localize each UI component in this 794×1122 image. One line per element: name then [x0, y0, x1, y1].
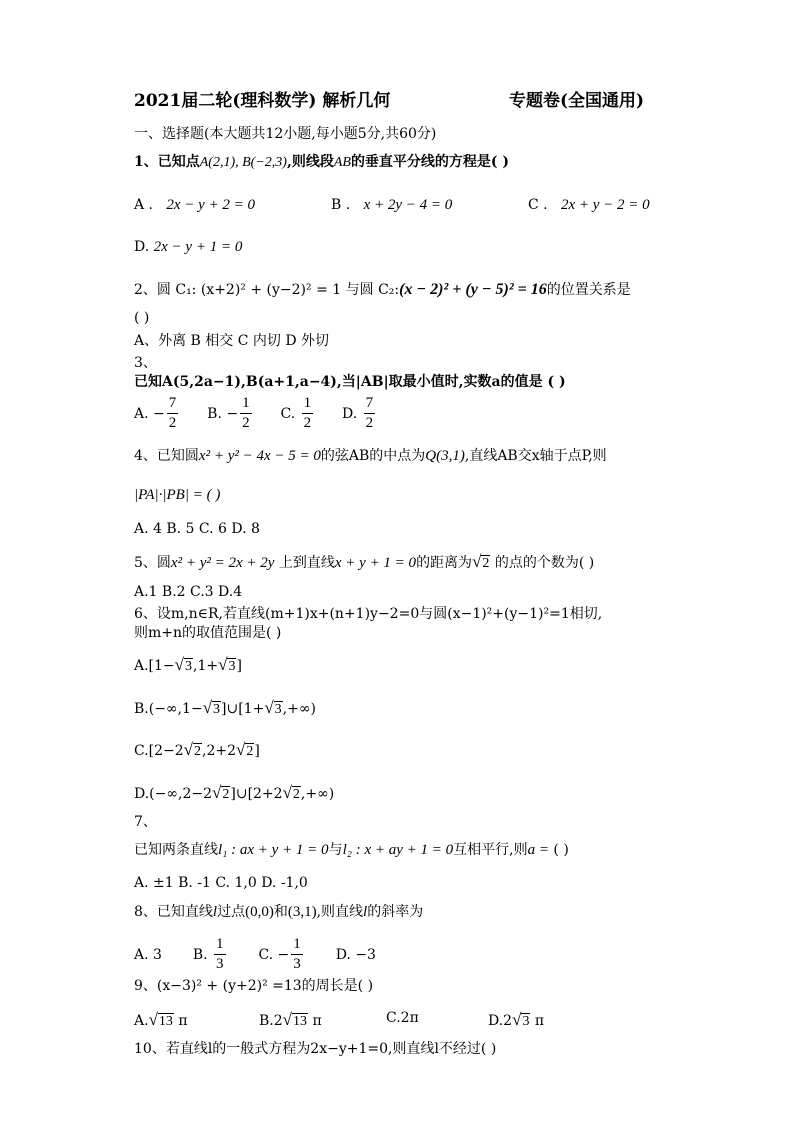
- question-2-stem: 2、圆 C₁: (x+2)² + (y−2)² = 1 与圆 C₂:(x − 2)² + (y − 5)² = 16的位置关系是: [134, 281, 631, 298]
- question-2-paren: ( ): [134, 310, 150, 326]
- question-10-stem: 10、若直线l的一般式方程为2x−y+1=0,则直线l不经过( ): [134, 1041, 497, 1057]
- question-4-options: A. 4 B. 5 C. 6 D. 8: [134, 521, 260, 537]
- question-4-stem: 4、已知圆x² + y² − 4x − 5 = 0的弦AB的中点为Q(3,1),直线AB交x轴于点P,则: [134, 448, 607, 464]
- question-8-stem: 8、已知直线l过点(0,0)和(3,1),则直线l的斜率为: [134, 904, 424, 920]
- question-3-stem: 已知A(5,2a−1),B(a+1,a−4),当|AB|取最小值时,实数a的值是 ( ): [134, 374, 566, 390]
- question-4-line2: |PA|·|PB| = ( ): [134, 487, 221, 503]
- question-8-options: [134, 937, 376, 973]
- sqrt-symbol: √2: [472, 552, 490, 571]
- question-5-options: A.1 B.2 C.3 D.4: [134, 584, 243, 600]
- question-3-option-c: C. $\frac{1}{2}$: [280, 395, 312, 431]
- question-9-option-c: C.2π: [386, 1010, 419, 1026]
- question-8-option-c: C. − $\frac{1}{3}$: [258, 936, 301, 972]
- question-8-option-b: B. $\frac{1}{3}$: [192, 936, 224, 972]
- question-9-stem: 9、(x−3)² + (y+2)² =13的周长是( ): [134, 978, 374, 994]
- question-9-option-d: D.2√3 π: [488, 1010, 545, 1029]
- question-3-number: 3、: [134, 355, 157, 371]
- question-3-option-d: D. $\frac{7}{2}$: [342, 395, 374, 431]
- question-6-option-d: D.(−∞,2−2√2]∪[2+2√2,+∞): [134, 783, 335, 802]
- question-7-options: A. ±1 B. -1 C. 1,0 D. -1,0: [134, 875, 308, 891]
- question-1-option-b: B . x + 2y − 4 = 0: [331, 197, 453, 213]
- question-6-option-c: C.[2−2√2,2+2√2]: [134, 740, 260, 759]
- question-1-option-a: A . 2x − y + 2 = 0: [134, 197, 256, 213]
- question-1-option-d: D. 2x − y + 1 = 0: [134, 239, 243, 255]
- question-3-options: [134, 396, 377, 432]
- page-title: 2021届二轮(理科数学) 解析几何: [134, 91, 391, 111]
- question-1-option-c: C . 2x + y − 2 = 0: [528, 197, 650, 213]
- section-heading: 一、选择题(本大题共12小题,每小题5分,共60分): [134, 126, 437, 142]
- question-2-options: A、外离 B 相交 C 内切 D 外切: [134, 333, 330, 349]
- question-7-stem: 已知两条直线l₁ : ax + y + 1 = 0与l₂ : x + ay + 1 = 0互相平行,则a = ( ): [134, 842, 569, 858]
- question-3-option-a: A. − $\frac{7}{2}$: [134, 395, 177, 431]
- question-6-option-b: B.(−∞,1−√3]∪[1+√3,+∞): [134, 698, 316, 717]
- page-subtitle: 专题卷(全国通用): [509, 91, 645, 111]
- question-5-stem: 5、圆x² + y² = 2x + 2y 上到直线x + y + 1 = 0的距离为√2 的点的个数为( ): [134, 552, 595, 571]
- question-8-option-a: A. 3: [134, 946, 162, 963]
- question-6-line1: 6、设m,n∈R,若直线(m+1)x+(n+1)y−2=0与圆(x−1)²+(y−1)²=1相切,: [134, 606, 603, 622]
- question-9-option-b: B.2√13 π: [259, 1010, 322, 1029]
- question-6-option-a: A.[1−√3,1+√3]: [134, 655, 242, 674]
- question-6-line2: 则m+n的取值范围是( ): [134, 625, 282, 641]
- question-3-option-b: B. − $\frac{1}{2}$: [207, 395, 250, 431]
- question-7-number: 7、: [134, 814, 157, 830]
- question-1-stem: 1、已知点A(2,1), B(−2,3),则线段AB的垂直平分线的方程是( ): [134, 154, 510, 170]
- question-9-option-a: A.√13 π: [134, 1010, 188, 1029]
- question-8-option-d: D. −3: [335, 946, 376, 963]
